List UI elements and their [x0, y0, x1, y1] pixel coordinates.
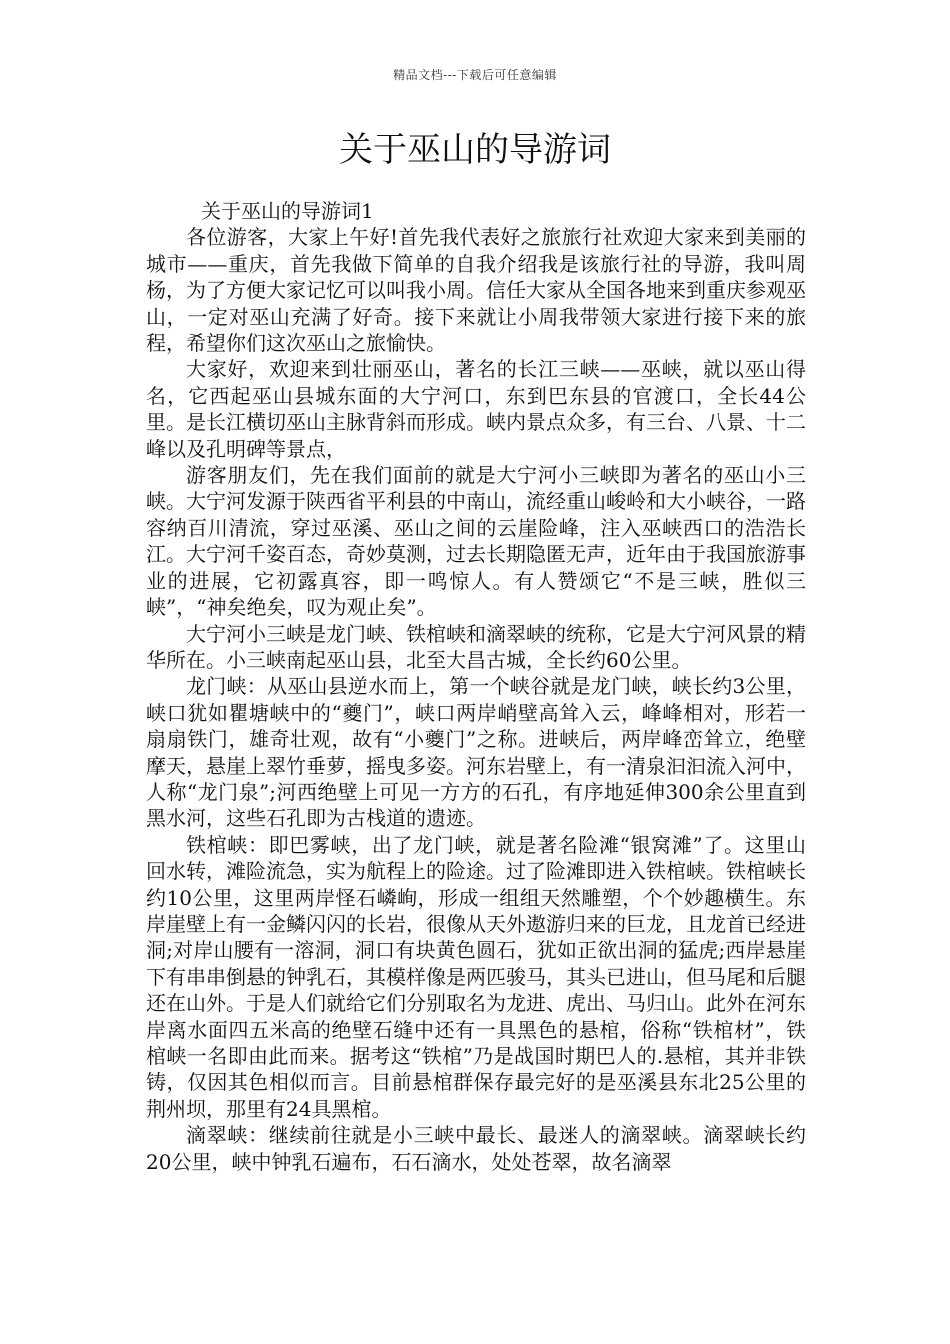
paragraph-little-three-gorges: 大宁河小三峡是龙门峡、铁棺峡和滴翠峡的统称，它是大宁河风景的精华所在。小三峡南起巫山县，北至大昌古城，全长约60公里。 [146, 621, 806, 672]
paragraph-tieguan-gorge: 铁棺峡：即巴雾峡，出了龙门峡，就是著名险滩“银窝滩”了。这里山回水转，滩险流急，实为航程上的险途。过了险滩即进入铁棺峡。铁棺峡长约10公里，这里两岸怪石嶙峋，形成一组组天然雕塑，个个妙趣横生。东岸崖壁上有一金鳞闪闪的长岩，很像从天外遨游归来的巨龙，且龙首已经进洞;对岸山腰有一溶洞，洞口有块黄色圆石，犹如正欲出洞的猛虎;西岸悬崖下有串串倒悬的钟乳石，其模样像是两匹骏马，其头已进山，但马尾和后腿还在山外。于是人们就给它们分别取名为龙进、虎出、马归山。此外在河东岸离水面四五米高的绝壁石缝中还有一具黑色的悬棺，俗称“铁棺材”，铁棺峡一名即由此而来。据考这“铁棺”乃是战国时期巴人的.悬棺，其并非铁铸，仅因其色相似而言。目前悬棺群保存最完好的是巫溪县东北25公里的荆州坝，那里有24具黑棺。 [146, 832, 806, 1121]
paragraph-dicui-gorge: 滴翠峡：继续前往就是小三峡中最长、最迷人的滴翠峡。滴翠峡长约20公里，峡中钟乳石遍布，石石滴水，处处苍翠，故名滴翠 [146, 1123, 806, 1174]
paragraph-longmen-gorge: 龙门峡：从巫山县逆水而上，第一个峡谷就是龙门峡，峡长约3公里，峡口犹如瞿塘峡中的“夔门”，峡口两岸峭壁高耸入云，峰峰相对，形若一扇扇铁门，雄奇壮观，故有“小夔门”之称。进峡后，两岸峰峦耸立，绝壁摩天，悬崖上翠竹垂萝，摇曳多姿。河东岩壁上，有一清泉汩汩流入河中，人称“龙门泉”;河西绝壁上可见一方方的石孔，有序地延伸300余公里直到黑水河，这些石孔即为古栈道的遗迹。 [146, 674, 806, 831]
paragraph-daning-river: 游客朋友们，先在我们面前的就是大宁河小三峡即为著名的巫山小三峡。大宁河发源于陕西省平利县的中南山，流经重山峻岭和大小峡谷，一路容纳百川清流，穿过巫溪、巫山之间的云崖险峰，注入巫峡西口的浩浩长江。大宁河千姿百态，奇妙莫测，过去长期隐匿无声，近年由于我国旅游事业的进展，它初露真容，即一鸣惊人。有人赞颂它“不是三峡，胜似三峡”，“神矣绝矣，叹为观止矣”。 [146, 463, 806, 620]
section-subtitle: 关于巫山的导游词1 [201, 199, 374, 223]
header-note: 精品文档---下载后可任意编辑 [393, 68, 557, 82]
document-title: 关于巫山的导游词 [339, 130, 611, 170]
paragraph-intro: 各位游客，大家上午好!首先我代表好之旅旅行社欢迎大家来到美丽的城市——重庆，首先我做下简单的自我介绍我是该旅行社的导游，我叫周杨，为了方便大家记忆可以叫我小周。信任大家从全国各地来到重庆参观巫山，一定对巫山充满了好奇。接下来就让小周我带领大家进行接下来的旅程，希望你们这次巫山之旅愉快。 [146, 225, 806, 356]
paragraph-wuxia: 大家好，欢迎来到壮丽巫山，著名的长江三峡——巫峡，就以巫山得名，它西起巫山县城东面的大宁河口，东到巴东县的官渡口，全长44公里。是长江横切巫山主脉背斜而形成。峡内景点众多，有三台、八景、十二峰以及孔明碑等景点， [146, 357, 806, 461]
document-body [146, 198, 806, 1175]
